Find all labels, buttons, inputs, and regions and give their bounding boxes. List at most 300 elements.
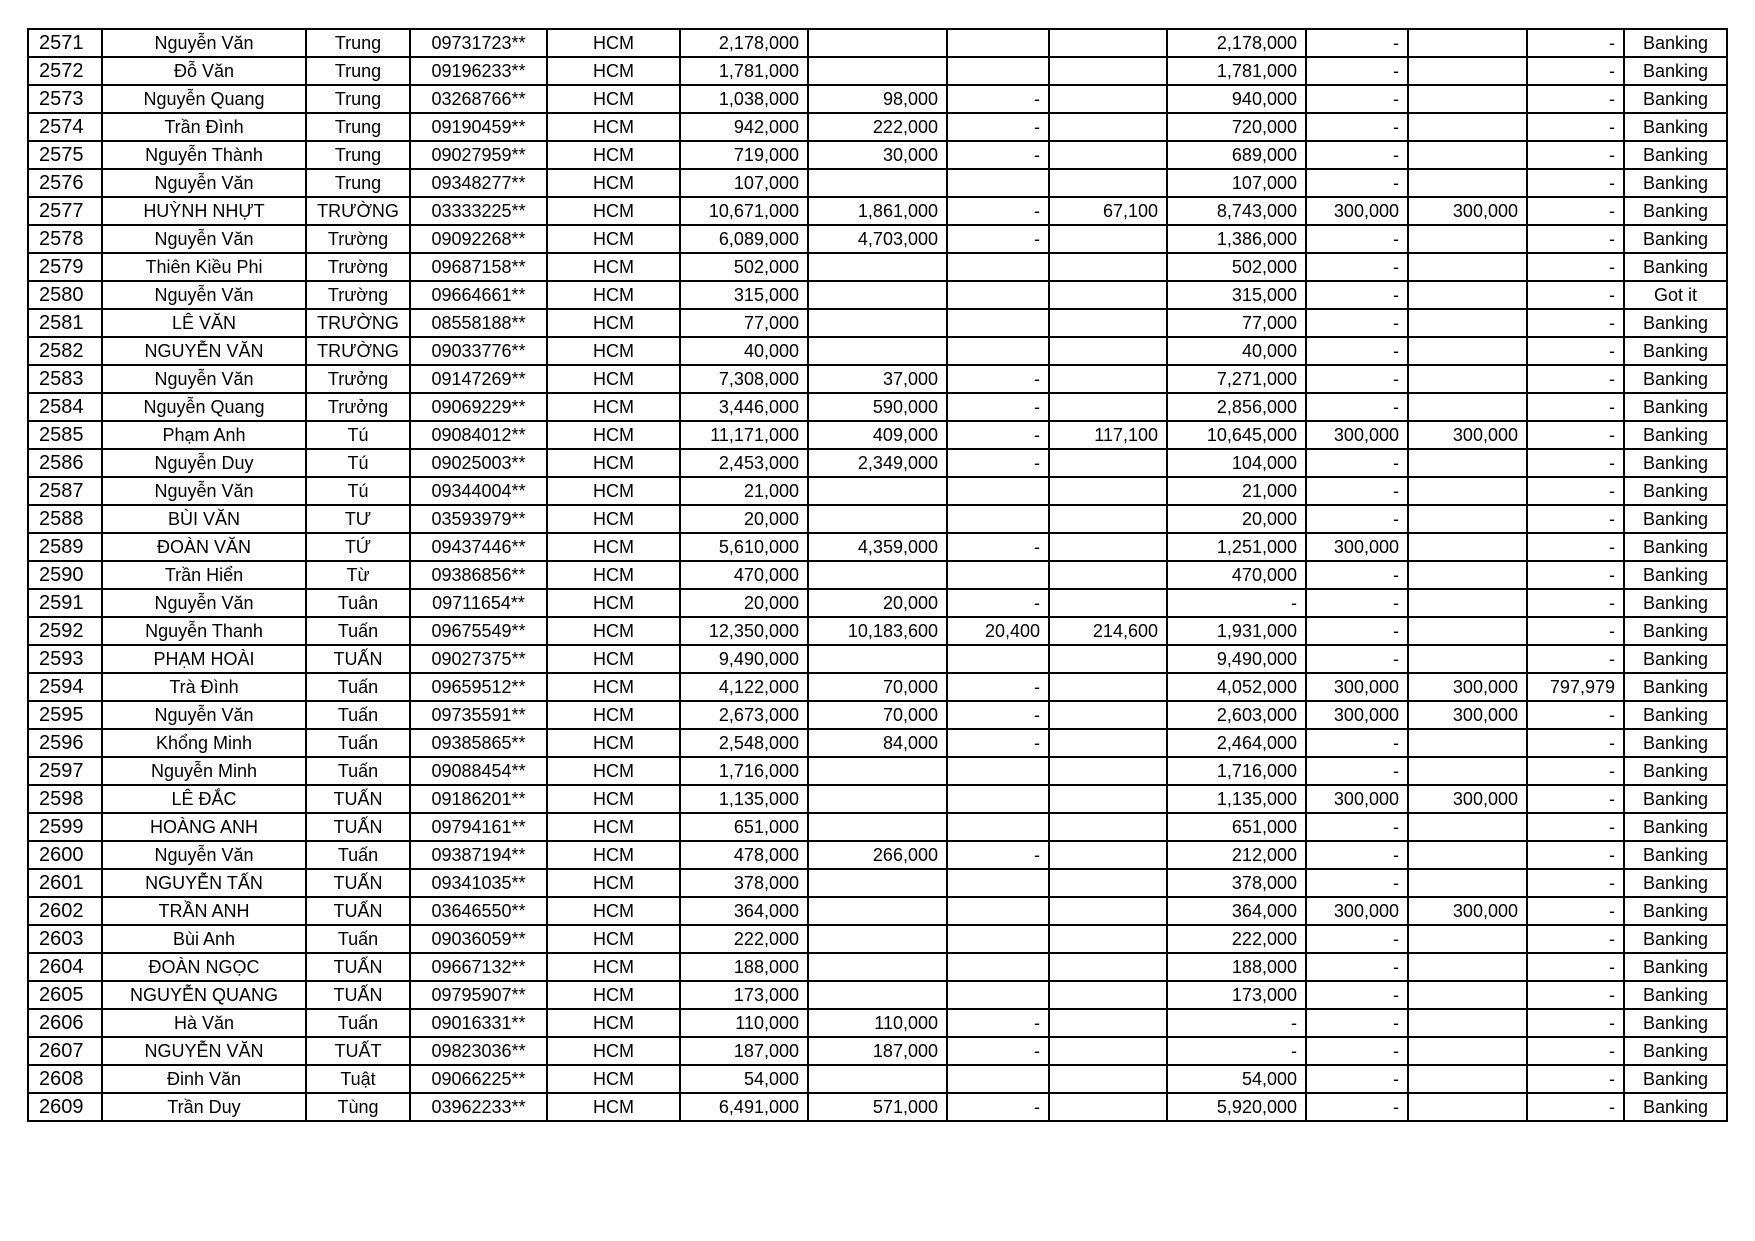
- total-amount-cell: 20,000: [680, 505, 808, 533]
- tax-amount-cell: [1049, 449, 1167, 477]
- phone-number-cell: 09027375**: [410, 645, 547, 673]
- total-amount-cell: 110,000: [680, 1009, 808, 1037]
- net-amount-cell: 1,135,000: [1167, 785, 1306, 813]
- fee-amount-cell: [947, 281, 1049, 309]
- extra-amount-cell: -: [1527, 505, 1624, 533]
- bonus-amount-2-cell: [1408, 281, 1527, 309]
- extra-amount-cell: -: [1527, 1093, 1624, 1121]
- extra-amount-cell: -: [1527, 645, 1624, 673]
- deduction-amount-cell: 222,000: [808, 113, 947, 141]
- extra-amount-cell: -: [1527, 141, 1624, 169]
- last-middle-name-cell: Nguyễn Văn: [102, 477, 306, 505]
- payment-method-cell: Banking: [1624, 309, 1727, 337]
- last-middle-name-cell: HOÀNG ANH: [102, 813, 306, 841]
- location-cell: HCM: [547, 337, 680, 365]
- bonus-amount-1-cell: -: [1306, 981, 1408, 1009]
- extra-amount-cell: -: [1527, 169, 1624, 197]
- bonus-amount-1-cell: 300,000: [1306, 197, 1408, 225]
- last-middle-name-cell: PHẠM HOÀI: [102, 645, 306, 673]
- tax-amount-cell: [1049, 29, 1167, 57]
- table-row: [28, 281, 1727, 309]
- fee-amount-cell: -: [947, 729, 1049, 757]
- row-number-cell: 2591: [28, 589, 102, 617]
- tax-amount-cell: [1049, 841, 1167, 869]
- row-number-cell: 2577: [28, 197, 102, 225]
- total-amount-cell: 2,453,000: [680, 449, 808, 477]
- deduction-amount-cell: [808, 57, 947, 85]
- first-name-cell: TUẤN: [306, 953, 410, 981]
- table-row: [28, 757, 1727, 785]
- table-row: [28, 113, 1727, 141]
- row-number-cell: 2586: [28, 449, 102, 477]
- tax-amount-cell: [1049, 1065, 1167, 1093]
- bonus-amount-1-cell: -: [1306, 85, 1408, 113]
- payment-method-cell: Banking: [1624, 617, 1727, 645]
- location-cell: HCM: [547, 309, 680, 337]
- total-amount-cell: 9,490,000: [680, 645, 808, 673]
- table-row: [28, 393, 1727, 421]
- bonus-amount-2-cell: [1408, 1065, 1527, 1093]
- row-number-cell: 2576: [28, 169, 102, 197]
- tax-amount-cell: [1049, 869, 1167, 897]
- tax-amount-cell: [1049, 561, 1167, 589]
- payment-method-cell: Banking: [1624, 953, 1727, 981]
- phone-number-cell: 03268766**: [410, 85, 547, 113]
- table-row: [28, 477, 1727, 505]
- tax-amount-cell: [1049, 113, 1167, 141]
- last-middle-name-cell: NGUYỄN VĂN: [102, 337, 306, 365]
- extra-amount-cell: -: [1527, 393, 1624, 421]
- tax-amount-cell: [1049, 589, 1167, 617]
- total-amount-cell: 502,000: [680, 253, 808, 281]
- first-name-cell: TƯ: [306, 505, 410, 533]
- location-cell: HCM: [547, 589, 680, 617]
- phone-number-cell: 09341035**: [410, 869, 547, 897]
- last-middle-name-cell: NGUYỄN VĂN: [102, 1037, 306, 1065]
- deduction-amount-cell: [808, 953, 947, 981]
- payment-method-cell: Banking: [1624, 869, 1727, 897]
- bonus-amount-1-cell: -: [1306, 169, 1408, 197]
- payment-method-cell: Banking: [1624, 533, 1727, 561]
- extra-amount-cell: -: [1527, 113, 1624, 141]
- total-amount-cell: 10,671,000: [680, 197, 808, 225]
- row-number-cell: 2604: [28, 953, 102, 981]
- net-amount-cell: 1,251,000: [1167, 533, 1306, 561]
- last-middle-name-cell: Nguyễn Minh: [102, 757, 306, 785]
- bonus-amount-1-cell: -: [1306, 729, 1408, 757]
- payment-method-cell: Banking: [1624, 1037, 1727, 1065]
- first-name-cell: TRƯỜNG: [306, 337, 410, 365]
- bonus-amount-2-cell: [1408, 29, 1527, 57]
- payment-method-cell: Banking: [1624, 1093, 1727, 1121]
- bonus-amount-1-cell: 300,000: [1306, 673, 1408, 701]
- bonus-amount-2-cell: 300,000: [1408, 421, 1527, 449]
- row-number-cell: 2592: [28, 617, 102, 645]
- net-amount-cell: 20,000: [1167, 505, 1306, 533]
- location-cell: HCM: [547, 253, 680, 281]
- extra-amount-cell: -: [1527, 701, 1624, 729]
- row-number-cell: 2599: [28, 813, 102, 841]
- payment-method-cell: Banking: [1624, 701, 1727, 729]
- row-number-cell: 2590: [28, 561, 102, 589]
- bonus-amount-1-cell: -: [1306, 29, 1408, 57]
- fee-amount-cell: [947, 897, 1049, 925]
- bonus-amount-2-cell: [1408, 1009, 1527, 1037]
- phone-number-cell: 09084012**: [410, 421, 547, 449]
- row-number-cell: 2607: [28, 1037, 102, 1065]
- payment-method-cell: Banking: [1624, 813, 1727, 841]
- table-row: [28, 29, 1727, 57]
- table-row: [28, 449, 1727, 477]
- location-cell: HCM: [547, 505, 680, 533]
- location-cell: HCM: [547, 757, 680, 785]
- bonus-amount-2-cell: [1408, 85, 1527, 113]
- tax-amount-cell: [1049, 281, 1167, 309]
- deduction-amount-cell: 187,000: [808, 1037, 947, 1065]
- bonus-amount-2-cell: [1408, 393, 1527, 421]
- fee-amount-cell: [947, 757, 1049, 785]
- total-amount-cell: 20,000: [680, 589, 808, 617]
- row-number-cell: 2575: [28, 141, 102, 169]
- extra-amount-cell: -: [1527, 29, 1624, 57]
- row-number-cell: 2598: [28, 785, 102, 813]
- total-amount-cell: 11,171,000: [680, 421, 808, 449]
- bonus-amount-2-cell: [1408, 309, 1527, 337]
- extra-amount-cell: -: [1527, 953, 1624, 981]
- tax-amount-cell: [1049, 309, 1167, 337]
- first-name-cell: Tuấn: [306, 757, 410, 785]
- last-middle-name-cell: Đỗ Văn: [102, 57, 306, 85]
- tax-amount-cell: [1049, 141, 1167, 169]
- tax-amount-cell: [1049, 953, 1167, 981]
- location-cell: HCM: [547, 1065, 680, 1093]
- bonus-amount-1-cell: -: [1306, 1065, 1408, 1093]
- extra-amount-cell: -: [1527, 729, 1624, 757]
- fee-amount-cell: [947, 953, 1049, 981]
- net-amount-cell: 1,716,000: [1167, 757, 1306, 785]
- bonus-amount-2-cell: [1408, 225, 1527, 253]
- net-amount-cell: 1,931,000: [1167, 617, 1306, 645]
- table-row: [28, 869, 1727, 897]
- total-amount-cell: 54,000: [680, 1065, 808, 1093]
- location-cell: HCM: [547, 1093, 680, 1121]
- net-amount-cell: 364,000: [1167, 897, 1306, 925]
- bonus-amount-1-cell: -: [1306, 141, 1408, 169]
- bonus-amount-2-cell: [1408, 617, 1527, 645]
- payment-method-cell: Banking: [1624, 673, 1727, 701]
- deduction-amount-cell: 30,000: [808, 141, 947, 169]
- fee-amount-cell: -: [947, 85, 1049, 113]
- deduction-amount-cell: [808, 897, 947, 925]
- last-middle-name-cell: Trần Đình: [102, 113, 306, 141]
- phone-number-cell: 03593979**: [410, 505, 547, 533]
- total-amount-cell: 651,000: [680, 813, 808, 841]
- location-cell: HCM: [547, 57, 680, 85]
- payment-method-cell: Banking: [1624, 141, 1727, 169]
- payment-method-cell: Banking: [1624, 589, 1727, 617]
- net-amount-cell: 1,781,000: [1167, 57, 1306, 85]
- table-row: [28, 953, 1727, 981]
- phone-number-cell: 09344004**: [410, 477, 547, 505]
- net-amount-cell: 188,000: [1167, 953, 1306, 981]
- net-amount-cell: 212,000: [1167, 841, 1306, 869]
- row-number-cell: 2589: [28, 533, 102, 561]
- bonus-amount-1-cell: -: [1306, 393, 1408, 421]
- first-name-cell: Tuấn: [306, 673, 410, 701]
- phone-number-cell: 09437446**: [410, 533, 547, 561]
- location-cell: HCM: [547, 197, 680, 225]
- bonus-amount-1-cell: -: [1306, 57, 1408, 85]
- total-amount-cell: 364,000: [680, 897, 808, 925]
- table-row: [28, 561, 1727, 589]
- bonus-amount-1-cell: -: [1306, 925, 1408, 953]
- row-number-cell: 2609: [28, 1093, 102, 1121]
- row-number-cell: 2581: [28, 309, 102, 337]
- last-middle-name-cell: Trần Hiển: [102, 561, 306, 589]
- last-middle-name-cell: Nguyễn Văn: [102, 29, 306, 57]
- total-amount-cell: 77,000: [680, 309, 808, 337]
- extra-amount-cell: 797,979: [1527, 673, 1624, 701]
- payment-method-cell: Banking: [1624, 337, 1727, 365]
- bonus-amount-2-cell: [1408, 1093, 1527, 1121]
- last-middle-name-cell: Thiên Kiều Phi: [102, 253, 306, 281]
- table-row: [28, 1093, 1727, 1121]
- fee-amount-cell: [947, 561, 1049, 589]
- extra-amount-cell: -: [1527, 981, 1624, 1009]
- row-number-cell: 2606: [28, 1009, 102, 1037]
- bonus-amount-1-cell: 300,000: [1306, 785, 1408, 813]
- payment-method-cell: Banking: [1624, 785, 1727, 813]
- payment-method-cell: Banking: [1624, 253, 1727, 281]
- net-amount-cell: 1,386,000: [1167, 225, 1306, 253]
- bonus-amount-1-cell: -: [1306, 253, 1408, 281]
- deduction-amount-cell: [808, 645, 947, 673]
- total-amount-cell: 2,178,000: [680, 29, 808, 57]
- bonus-amount-1-cell: -: [1306, 309, 1408, 337]
- last-middle-name-cell: Đinh Văn: [102, 1065, 306, 1093]
- total-amount-cell: 40,000: [680, 337, 808, 365]
- last-middle-name-cell: Khổng Minh: [102, 729, 306, 757]
- first-name-cell: Trưởng: [306, 365, 410, 393]
- fee-amount-cell: [947, 337, 1049, 365]
- extra-amount-cell: -: [1527, 533, 1624, 561]
- bonus-amount-1-cell: -: [1306, 337, 1408, 365]
- net-amount-cell: 7,271,000: [1167, 365, 1306, 393]
- total-amount-cell: 6,089,000: [680, 225, 808, 253]
- first-name-cell: Trung: [306, 85, 410, 113]
- table-row: [28, 785, 1727, 813]
- bonus-amount-1-cell: -: [1306, 281, 1408, 309]
- fee-amount-cell: [947, 813, 1049, 841]
- payment-method-cell: Banking: [1624, 729, 1727, 757]
- bonus-amount-2-cell: [1408, 841, 1527, 869]
- table-row: [28, 729, 1727, 757]
- tax-amount-cell: [1049, 813, 1167, 841]
- bonus-amount-1-cell: 300,000: [1306, 421, 1408, 449]
- first-name-cell: Trung: [306, 29, 410, 57]
- total-amount-cell: 173,000: [680, 981, 808, 1009]
- fee-amount-cell: -: [947, 421, 1049, 449]
- net-amount-cell: 21,000: [1167, 477, 1306, 505]
- tax-amount-cell: [1049, 225, 1167, 253]
- net-amount-cell: 4,052,000: [1167, 673, 1306, 701]
- table-row: [28, 589, 1727, 617]
- net-amount-cell: -: [1167, 589, 1306, 617]
- last-middle-name-cell: Nguyễn Văn: [102, 589, 306, 617]
- phone-number-cell: 09016331**: [410, 1009, 547, 1037]
- last-middle-name-cell: LÊ VĂN: [102, 309, 306, 337]
- deduction-amount-cell: 266,000: [808, 841, 947, 869]
- deduction-amount-cell: [808, 477, 947, 505]
- tax-amount-cell: [1049, 393, 1167, 421]
- payment-method-cell: Banking: [1624, 1009, 1727, 1037]
- last-middle-name-cell: ĐOÀN VĂN: [102, 533, 306, 561]
- deduction-amount-cell: 409,000: [808, 421, 947, 449]
- first-name-cell: Trung: [306, 113, 410, 141]
- bonus-amount-1-cell: -: [1306, 617, 1408, 645]
- bonus-amount-2-cell: [1408, 869, 1527, 897]
- payment-method-cell: Banking: [1624, 85, 1727, 113]
- fee-amount-cell: [947, 169, 1049, 197]
- tax-amount-cell: [1049, 505, 1167, 533]
- bonus-amount-2-cell: 300,000: [1408, 701, 1527, 729]
- table-row: [28, 1009, 1727, 1037]
- total-amount-cell: 478,000: [680, 841, 808, 869]
- net-amount-cell: 54,000: [1167, 1065, 1306, 1093]
- bonus-amount-1-cell: -: [1306, 365, 1408, 393]
- table-row: [28, 57, 1727, 85]
- last-middle-name-cell: Nguyễn Văn: [102, 225, 306, 253]
- tax-amount-cell: [1049, 757, 1167, 785]
- total-amount-cell: 719,000: [680, 141, 808, 169]
- table-row: [28, 841, 1727, 869]
- extra-amount-cell: -: [1527, 757, 1624, 785]
- phone-number-cell: 09147269**: [410, 365, 547, 393]
- deduction-amount-cell: 4,703,000: [808, 225, 947, 253]
- fee-amount-cell: [947, 1065, 1049, 1093]
- fee-amount-cell: -: [947, 197, 1049, 225]
- fee-amount-cell: -: [947, 701, 1049, 729]
- tax-amount-cell: [1049, 701, 1167, 729]
- row-number-cell: 2587: [28, 477, 102, 505]
- net-amount-cell: 104,000: [1167, 449, 1306, 477]
- location-cell: HCM: [547, 785, 680, 813]
- last-middle-name-cell: Bùi Anh: [102, 925, 306, 953]
- extra-amount-cell: -: [1527, 617, 1624, 645]
- net-amount-cell: 8,743,000: [1167, 197, 1306, 225]
- table-row: [28, 981, 1727, 1009]
- deduction-amount-cell: [808, 281, 947, 309]
- phone-number-cell: 09659512**: [410, 673, 547, 701]
- net-amount-cell: 2,178,000: [1167, 29, 1306, 57]
- total-amount-cell: 12,350,000: [680, 617, 808, 645]
- row-number-cell: 2608: [28, 1065, 102, 1093]
- bonus-amount-1-cell: -: [1306, 841, 1408, 869]
- first-name-cell: TUẤT: [306, 1037, 410, 1065]
- table-row: [28, 365, 1727, 393]
- bonus-amount-2-cell: 300,000: [1408, 673, 1527, 701]
- phone-number-cell: 09025003**: [410, 449, 547, 477]
- row-number-cell: 2571: [28, 29, 102, 57]
- deduction-amount-cell: [808, 169, 947, 197]
- table-row: [28, 225, 1727, 253]
- deduction-amount-cell: [808, 505, 947, 533]
- location-cell: HCM: [547, 813, 680, 841]
- deduction-amount-cell: [808, 337, 947, 365]
- fee-amount-cell: [947, 505, 1049, 533]
- phone-number-cell: 03646550**: [410, 897, 547, 925]
- deduction-amount-cell: [808, 253, 947, 281]
- phone-number-cell: 09794161**: [410, 813, 547, 841]
- first-name-cell: TỨ: [306, 533, 410, 561]
- bonus-amount-1-cell: -: [1306, 561, 1408, 589]
- first-name-cell: TUẤN: [306, 897, 410, 925]
- total-amount-cell: 1,135,000: [680, 785, 808, 813]
- payment-method-cell: Banking: [1624, 477, 1727, 505]
- location-cell: HCM: [547, 869, 680, 897]
- table-row: [28, 813, 1727, 841]
- location-cell: HCM: [547, 1037, 680, 1065]
- last-middle-name-cell: LÊ ĐẮC: [102, 785, 306, 813]
- first-name-cell: TUẤN: [306, 981, 410, 1009]
- tax-amount-cell: [1049, 1093, 1167, 1121]
- total-amount-cell: 378,000: [680, 869, 808, 897]
- extra-amount-cell: -: [1527, 365, 1624, 393]
- row-number-cell: 2578: [28, 225, 102, 253]
- fee-amount-cell: -: [947, 841, 1049, 869]
- extra-amount-cell: -: [1527, 813, 1624, 841]
- fee-amount-cell: -: [947, 113, 1049, 141]
- fee-amount-cell: [947, 981, 1049, 1009]
- row-number-cell: 2574: [28, 113, 102, 141]
- deduction-amount-cell: 2,349,000: [808, 449, 947, 477]
- phone-number-cell: 09348277**: [410, 169, 547, 197]
- bonus-amount-1-cell: -: [1306, 645, 1408, 673]
- last-middle-name-cell: Nguyễn Thành: [102, 141, 306, 169]
- table-row: [28, 617, 1727, 645]
- fee-amount-cell: -: [947, 365, 1049, 393]
- extra-amount-cell: -: [1527, 85, 1624, 113]
- bonus-amount-1-cell: -: [1306, 1009, 1408, 1037]
- fee-amount-cell: -: [947, 393, 1049, 421]
- total-amount-cell: 1,781,000: [680, 57, 808, 85]
- extra-amount-cell: -: [1527, 589, 1624, 617]
- payment-method-cell: Got it: [1624, 281, 1727, 309]
- bonus-amount-2-cell: 300,000: [1408, 897, 1527, 925]
- extra-amount-cell: -: [1527, 869, 1624, 897]
- tax-amount-cell: [1049, 85, 1167, 113]
- extra-amount-cell: -: [1527, 309, 1624, 337]
- tax-amount-cell: [1049, 533, 1167, 561]
- first-name-cell: Trung: [306, 169, 410, 197]
- fee-amount-cell: -: [947, 1037, 1049, 1065]
- bonus-amount-2-cell: [1408, 141, 1527, 169]
- location-cell: HCM: [547, 673, 680, 701]
- payment-method-cell: Banking: [1624, 421, 1727, 449]
- location-cell: HCM: [547, 141, 680, 169]
- row-number-cell: 2600: [28, 841, 102, 869]
- payment-method-cell: Banking: [1624, 113, 1727, 141]
- first-name-cell: Tuấn: [306, 617, 410, 645]
- net-amount-cell: 10,645,000: [1167, 421, 1306, 449]
- tax-amount-cell: 214,600: [1049, 617, 1167, 645]
- first-name-cell: Trung: [306, 57, 410, 85]
- extra-amount-cell: -: [1527, 561, 1624, 589]
- first-name-cell: Tuân: [306, 589, 410, 617]
- tax-amount-cell: [1049, 337, 1167, 365]
- deduction-amount-cell: 571,000: [808, 1093, 947, 1121]
- phone-number-cell: 09731723**: [410, 29, 547, 57]
